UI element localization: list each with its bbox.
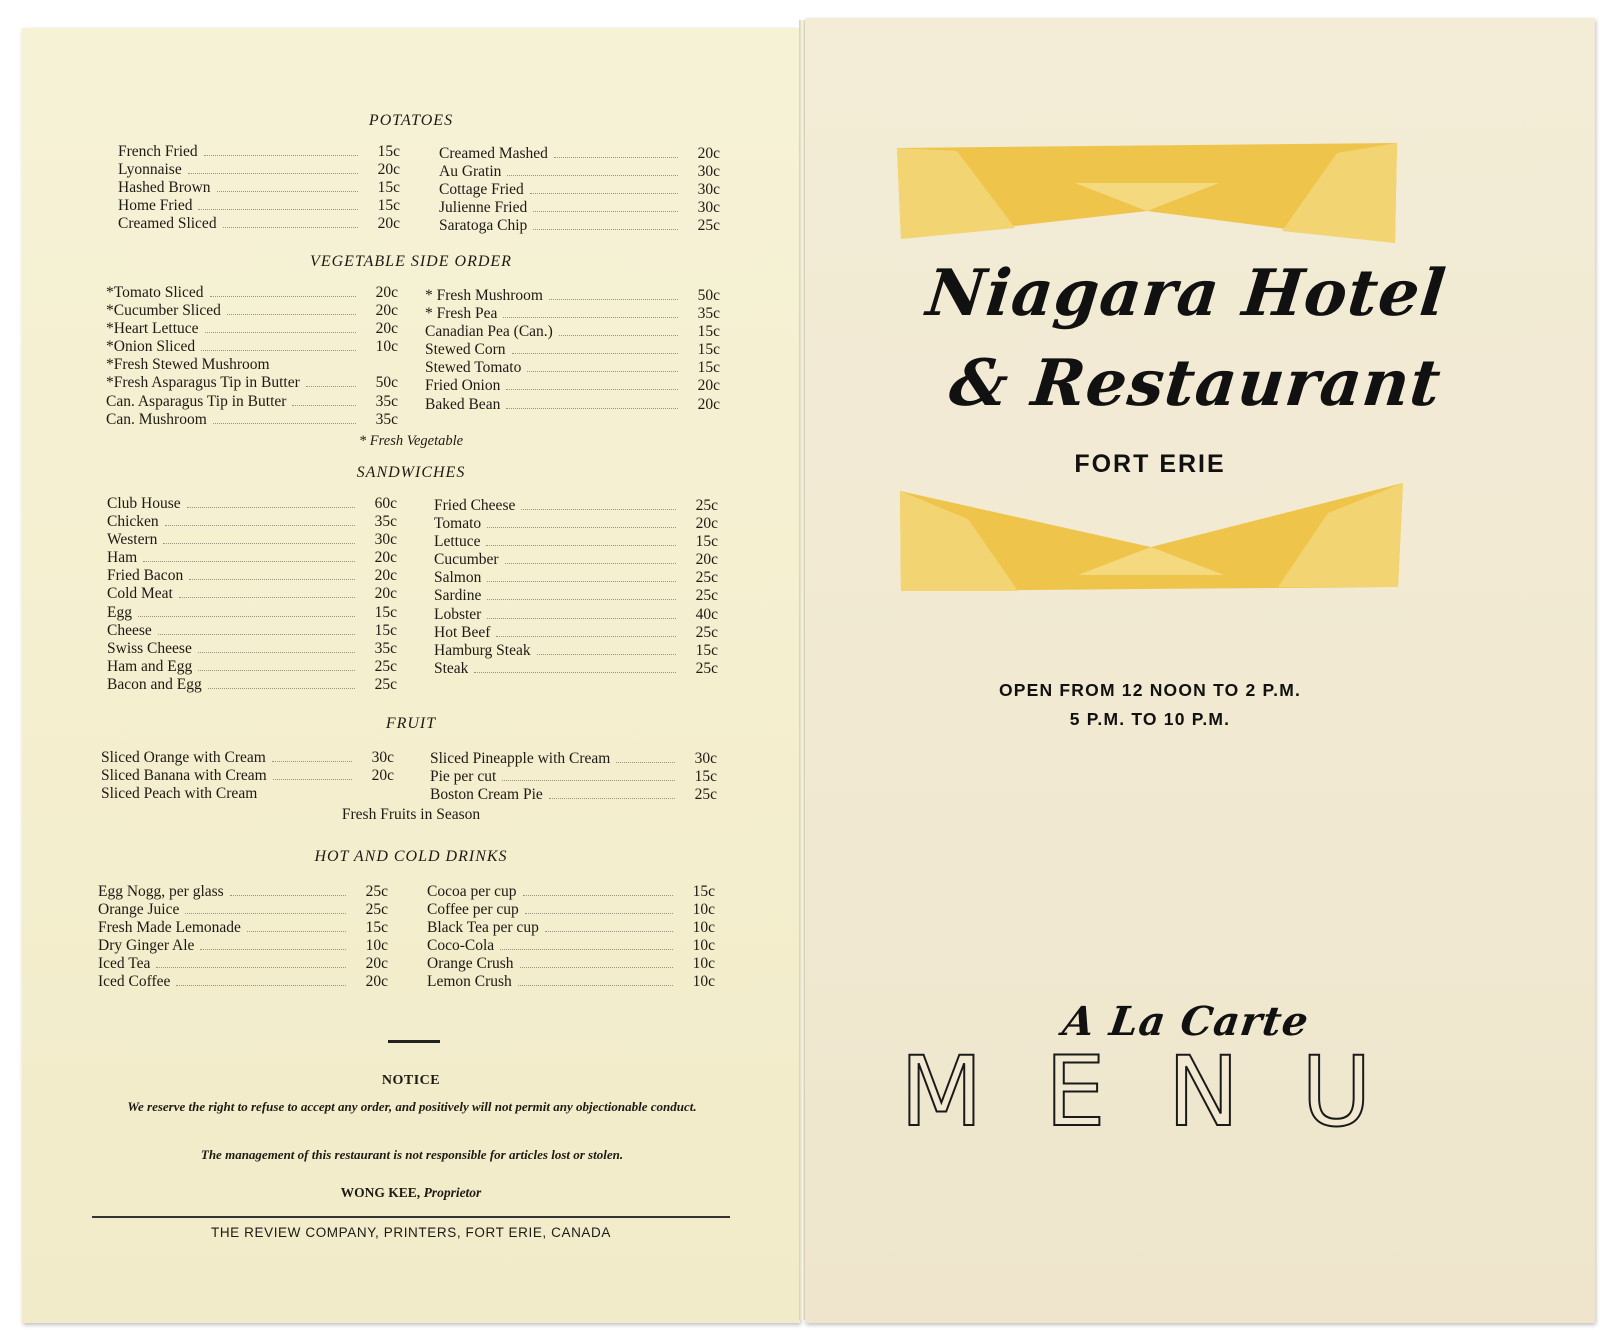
menu-item-name: Bacon and Egg: [107, 675, 202, 693]
fresh-fruits-note: Fresh Fruits in Season: [341, 806, 481, 823]
menu-item-price: 15c: [692, 883, 715, 900]
vegetables-right-column: [425, 287, 720, 414]
leader-dots: [165, 525, 355, 526]
leader-dots: [549, 798, 675, 799]
leader-dots: [198, 670, 355, 671]
location-label: FORT ERIE: [1074, 450, 1226, 478]
menu-item-price: 40c: [695, 605, 718, 623]
leader-dots: [198, 652, 355, 653]
menu-item-name: Hamburg Steak: [434, 641, 531, 659]
menu-item-price: 10c: [692, 919, 715, 937]
leader-dots: [487, 581, 676, 582]
menu-item-price: 20c: [697, 395, 720, 413]
menu-item-price: 15c: [377, 143, 400, 160]
menu-item-price: 60c: [374, 495, 397, 512]
menu-item-price: 35c: [375, 392, 398, 410]
menu-item: [107, 495, 397, 513]
menu-item-name: Au Gratin: [439, 163, 502, 181]
menu-item-name: Western: [107, 531, 158, 549]
leader-dots: [230, 895, 346, 896]
leader-dots: [273, 779, 352, 780]
leader-dots: [506, 408, 678, 409]
menu-item-price: 20c: [695, 551, 718, 569]
menu-item-price: 15c: [694, 768, 717, 786]
menu-item-name: Stewed Corn: [425, 341, 506, 359]
printer-divider: [92, 1216, 730, 1218]
menu-item: [106, 284, 398, 302]
leader-dots: [500, 949, 673, 950]
leader-dots: [616, 762, 675, 763]
sandwiches-heading: SANDWICHES: [356, 464, 466, 481]
menu-item: [107, 658, 397, 676]
menu-item-price: 10c: [692, 973, 715, 991]
leader-dots: [533, 211, 678, 212]
menu-item-name: Sliced Pineapple with Cream: [430, 750, 611, 767]
menu-item-price: 25c: [695, 569, 718, 587]
menu-item-price: 25c: [365, 901, 388, 919]
leader-dots: [474, 672, 676, 673]
menu-item-price: 35c: [374, 513, 397, 531]
leader-dots: [503, 317, 678, 318]
menu-item-name: Dry Ginger Ale: [98, 937, 195, 955]
menu-item-name: Can. Asparagus Tip in Butter: [106, 392, 287, 410]
menu-item-price: 20c: [365, 973, 388, 991]
menu-item-price: 30c: [371, 749, 394, 766]
leader-dots: [527, 371, 678, 372]
menu-item-name: Ham and Egg: [107, 657, 193, 675]
leader-dots: [306, 386, 356, 387]
leader-dots: [530, 193, 678, 194]
menu-item-price: 20c: [371, 767, 394, 785]
menu-item: [107, 531, 397, 549]
menu-item: [106, 374, 398, 392]
notice-heading: NOTICE: [381, 1073, 441, 1088]
menu-item-name: Coco-Cola: [427, 937, 495, 955]
leader-dots: [138, 616, 355, 617]
menu-item-name: Lobster: [434, 605, 482, 623]
menu-item-price: 25c: [695, 587, 718, 605]
hours-line2: 5 P.M. TO 10 P.M.: [1069, 709, 1231, 729]
menu-title: MENU: [900, 1036, 1434, 1148]
proprietor-signature: [22, 1185, 800, 1201]
a-la-carte-label: A La Carte: [1059, 998, 1312, 1045]
leader-dots: [158, 634, 355, 635]
menu-item-price: 15c: [697, 341, 720, 359]
leader-dots: [512, 353, 678, 354]
menu-item-name: Canadian Pea (Can.): [425, 323, 553, 341]
menu-item-price: 15c: [697, 359, 720, 377]
leader-dots: [554, 157, 678, 158]
menu-item-name: Ham: [107, 549, 138, 567]
hours-line1: OPEN FROM 12 NOON TO 2 P.M.: [998, 680, 1302, 700]
menu-item: [439, 199, 720, 217]
menu-item-name: Hashed Brown: [118, 179, 211, 197]
leader-dots: [559, 335, 678, 336]
menu-item-price: 20c: [695, 515, 718, 533]
menu-item: [434, 497, 718, 515]
menu-item: [439, 163, 720, 181]
menu-item-price: 10c: [375, 338, 398, 356]
menu-item-price: 25c: [365, 883, 388, 900]
menu-item-price: 15c: [374, 621, 397, 639]
menu-item: [107, 640, 397, 658]
leader-dots: [188, 173, 358, 174]
menu-item-name: Sliced Banana with Cream: [101, 767, 267, 785]
menu-item: [98, 901, 388, 919]
leader-dots: [176, 985, 346, 986]
menu-item-price: 35c: [375, 410, 398, 428]
menu-item: [427, 883, 715, 901]
leader-dots: [205, 332, 356, 333]
menu-item-price: 25c: [697, 217, 720, 235]
fruit-right-column: [430, 750, 717, 804]
leader-dots: [187, 507, 355, 508]
menu-item-price: 15c: [697, 323, 720, 341]
menu-item: [427, 937, 715, 955]
menu-item-name: *Fresh Stewed Mushroom: [106, 356, 270, 374]
menu-item-price: 50c: [697, 287, 720, 304]
menu-item: [427, 955, 715, 973]
menu-item-price: 25c: [695, 497, 718, 514]
menu-item-name: Club House: [107, 495, 181, 512]
menu-item: [98, 883, 388, 901]
menu-item: [434, 533, 718, 551]
menu-item: [434, 624, 718, 642]
menu-item: [106, 338, 398, 356]
menu-item-name: * Fresh Pea: [425, 305, 498, 323]
top-yellow-ornament: [897, 143, 1397, 243]
menu-item-price: 30c: [374, 531, 397, 549]
leader-dots: [200, 949, 346, 950]
potatoes-right-column: [439, 145, 720, 235]
menu-item: [107, 604, 397, 622]
leader-dots: [521, 509, 676, 510]
menu-item-price: 30c: [697, 199, 720, 217]
menu-item: [425, 396, 720, 414]
menu-item: [425, 287, 720, 305]
menu-item: [98, 973, 388, 991]
menu-item-price: 20c: [375, 302, 398, 320]
leader-dots: [227, 314, 356, 315]
menu-item: [430, 768, 717, 786]
leader-dots: [518, 985, 673, 986]
menu-item-name: *Cucumber Sliced: [106, 302, 221, 320]
divider-rule: [388, 1040, 440, 1043]
menu-item-name: Orange Juice: [98, 901, 180, 919]
menu-item: [439, 145, 720, 163]
menu-item: [107, 622, 397, 640]
menu-item-name: Baked Bean: [425, 395, 501, 413]
menu-cover-page: [805, 18, 1595, 1323]
leader-dots: [486, 545, 676, 546]
menu-item-name: Fried Onion: [425, 377, 501, 395]
leader-dots: [143, 561, 355, 562]
menu-item: [425, 377, 720, 395]
menu-item-price: 15c: [377, 179, 400, 197]
leader-dots: [198, 209, 358, 210]
menu-item-name: Cocoa per cup: [427, 883, 517, 900]
menu-item-price: 10c: [365, 937, 388, 955]
menu-item-price: 25c: [694, 786, 717, 804]
leader-dots: [189, 579, 355, 580]
menu-item-name: Swiss Cheese: [107, 639, 192, 657]
menu-item-price: 35c: [697, 305, 720, 323]
menu-item-price: 20c: [374, 567, 397, 585]
menu-item: [101, 785, 394, 803]
menu-item: [98, 919, 388, 937]
potatoes-heading: POTATOES: [368, 112, 454, 129]
leader-dots: [247, 931, 346, 932]
leader-dots: [487, 527, 676, 528]
menu-item-price: 20c: [375, 284, 398, 301]
notice-liability-text: The management of this restaurant is not responsible for articles lost or stolen.: [200, 1147, 624, 1162]
menu-item: [118, 179, 400, 197]
menu-item: [106, 393, 398, 411]
printer-credit: THE REVIEW COMPANY, PRINTERS, FORT ERIE, CANADA: [210, 1225, 611, 1240]
menu-item-name: *Tomato Sliced: [106, 284, 204, 301]
menu-item-name: Cottage Fried: [439, 181, 524, 199]
menu-item-name: *Fresh Asparagus Tip in Butter: [106, 374, 300, 392]
menu-item-name: Iced Tea: [98, 955, 151, 973]
menu-item: [434, 587, 718, 605]
menu-item-price: 15c: [365, 919, 388, 937]
menu-item-price: 10c: [692, 937, 715, 955]
leader-dots: [163, 543, 355, 544]
proprietor-name: WONG KEE,: [340, 1185, 421, 1200]
menu-item: [107, 549, 397, 567]
menu-item-name: Orange Crush: [427, 955, 514, 973]
menu-item: [106, 411, 398, 429]
leader-dots: [223, 227, 358, 228]
menu-item-price: 20c: [697, 145, 720, 162]
menu-item-name: Fried Bacon: [107, 567, 184, 585]
menu-item: [107, 585, 397, 603]
menu-item: [107, 567, 397, 585]
drinks-right-column: [427, 883, 715, 992]
menu-item-price: 25c: [695, 623, 718, 641]
menu-item: [430, 786, 717, 804]
leader-dots: [549, 299, 678, 300]
leader-dots: [523, 895, 673, 896]
menu-item-name: Hot Beef: [434, 623, 491, 641]
menu-item-name: Julienne Fried: [439, 199, 528, 217]
menu-item-name: Cold Meat: [107, 585, 173, 603]
leader-dots: [210, 296, 357, 297]
menu-item-price: 20c: [375, 320, 398, 338]
drinks-left-column: [98, 883, 388, 992]
menu-item-name: Black Tea per cup: [427, 919, 539, 937]
menu-item-price: 30c: [694, 750, 717, 767]
menu-item: [118, 161, 400, 179]
menu-item-price: 10c: [692, 901, 715, 919]
menu-item: [118, 215, 400, 233]
menu-item: [101, 749, 394, 767]
menu-item-name: Tomato: [434, 515, 482, 533]
menu-item: [434, 551, 718, 569]
leader-dots: [505, 563, 676, 564]
leader-dots: [496, 636, 676, 637]
leader-dots: [487, 599, 676, 600]
sandwiches-left-column: [107, 495, 397, 694]
menu-item-price: 20c: [377, 215, 400, 233]
menu-item: [425, 341, 720, 359]
menu-item-name: French Fried: [118, 143, 198, 160]
menu-item: [434, 642, 718, 660]
menu-item-name: *Heart Lettuce: [106, 320, 199, 338]
fruit-left-column: [101, 749, 394, 803]
menu-item: [98, 937, 388, 955]
menu-item-name: Boston Cream Pie: [430, 786, 543, 804]
menu-item: [118, 143, 400, 161]
leader-dots: [525, 913, 673, 914]
leader-dots: [179, 597, 355, 598]
menu-item: [106, 302, 398, 320]
menu-item-price: 20c: [374, 585, 397, 603]
menu-item: [439, 217, 720, 235]
menu-item: [425, 323, 720, 341]
menu-item: [427, 901, 715, 919]
leader-dots: [507, 175, 678, 176]
menu-item-price: 30c: [697, 163, 720, 181]
menu-item: [425, 305, 720, 323]
fruit-heading: FRUIT: [385, 715, 437, 732]
leader-dots: [533, 229, 678, 230]
menu-item-name: Salmon: [434, 569, 482, 587]
menu-item-price: 30c: [697, 181, 720, 199]
menu-item-price: 20c: [365, 955, 388, 973]
menu-item-name: Chicken: [107, 513, 159, 531]
leader-dots: [487, 618, 676, 619]
drinks-heading: HOT AND COLD DRINKS: [314, 848, 508, 865]
leader-dots: [272, 761, 352, 762]
vegetables-left-column: [106, 284, 398, 429]
menu-item-name: Cheese: [107, 621, 152, 639]
menu-item-name: Sliced Orange with Cream: [101, 749, 266, 766]
menu-item-name: * Fresh Mushroom: [425, 287, 543, 304]
menu-item-name: Egg: [107, 603, 132, 621]
menu-item: [101, 767, 394, 785]
leader-dots: [537, 654, 676, 655]
menu-item-price: 20c: [697, 377, 720, 395]
menu-item-name: *Onion Sliced: [106, 338, 196, 356]
hotel-name-line2: & Restaurant: [946, 346, 1445, 421]
menu-item-name: Home Fried: [118, 197, 193, 215]
menu-item-price: 15c: [374, 603, 397, 621]
menu-item-price: 15c: [377, 197, 400, 215]
leader-dots: [520, 967, 673, 968]
menu-item-name: Sardine: [434, 587, 482, 605]
menu-item-name: Pie per cut: [430, 768, 497, 786]
menu-item-price: 20c: [377, 161, 400, 179]
leader-dots: [201, 350, 356, 351]
menu-item: [107, 676, 397, 694]
menu-item: [434, 660, 718, 678]
bottom-yellow-ornament: [898, 483, 1403, 593]
menu-item-price: 25c: [374, 657, 397, 675]
leader-dots: [506, 389, 678, 390]
menu-item-price: 20c: [374, 549, 397, 567]
menu-item-name: Iced Coffee: [98, 973, 171, 991]
leader-dots: [292, 405, 356, 406]
menu-item-name: Can. Mushroom: [106, 410, 207, 428]
menu-item-price: 50c: [375, 374, 398, 392]
vegetables-heading: VEGETABLE SIDE ORDER: [310, 253, 512, 270]
menu-item-name: Coffee per cup: [427, 901, 519, 919]
menu-item-name: Creamed Mashed: [439, 145, 548, 162]
menu-item: [106, 320, 398, 338]
leader-dots: [156, 967, 346, 968]
menu-inside-page: [22, 28, 800, 1323]
proprietor-title: Proprietor: [423, 1185, 482, 1200]
menu-item: [425, 359, 720, 377]
menu-item: [434, 569, 718, 587]
menu-item-name: Creamed Sliced: [118, 215, 217, 233]
notice-conduct-text: We reserve the right to refuse to accept any order, and positively will not permit any objectionable conduct.: [127, 1099, 697, 1114]
menu-item-name: Lemon Crush: [427, 973, 512, 991]
menu-item: [427, 919, 715, 937]
menu-item-price: 15c: [695, 641, 718, 659]
menu-item-price: 25c: [374, 675, 397, 693]
menu-item-name: Fresh Made Lemonade: [98, 919, 241, 937]
menu-item-name: Sliced Peach with Cream: [101, 785, 258, 803]
menu-item-name: Fried Cheese: [434, 497, 516, 514]
menu-item: [430, 750, 717, 768]
menu-item: [118, 197, 400, 215]
menu-item-name: Saratoga Chip: [439, 217, 528, 235]
menu-item-price: 10c: [692, 955, 715, 973]
fresh-vegetable-footnote: * Fresh Vegetable: [358, 433, 464, 449]
menu-item-price: 15c: [695, 533, 718, 551]
menu-item: [107, 513, 397, 531]
menu-item: [106, 356, 398, 374]
leader-dots: [502, 780, 675, 781]
menu-item-name: Lyonnaise: [118, 161, 182, 179]
hotel-name-line1: Niagara Hotel: [923, 256, 1450, 331]
leader-dots: [545, 931, 673, 932]
leader-dots: [204, 155, 358, 156]
potatoes-left-column: [118, 143, 400, 233]
menu-item-name: Stewed Tomato: [425, 359, 522, 377]
menu-item-price: 35c: [374, 639, 397, 657]
menu-item: [427, 973, 715, 991]
leader-dots: [213, 423, 356, 424]
menu-item-name: Steak: [434, 659, 469, 677]
menu-item: [439, 181, 720, 199]
menu-item: [434, 606, 718, 624]
sandwiches-right-column: [434, 497, 718, 678]
leader-dots: [217, 191, 358, 192]
menu-item-price: 25c: [695, 659, 718, 677]
menu-item: [98, 955, 388, 973]
menu-item-name: Cucumber: [434, 551, 499, 569]
menu-item: [434, 515, 718, 533]
leader-dots: [185, 913, 346, 914]
menu-item-name: Egg Nogg, per glass: [98, 883, 224, 900]
menu-item-name: Lettuce: [434, 533, 481, 551]
leader-dots: [208, 688, 355, 689]
